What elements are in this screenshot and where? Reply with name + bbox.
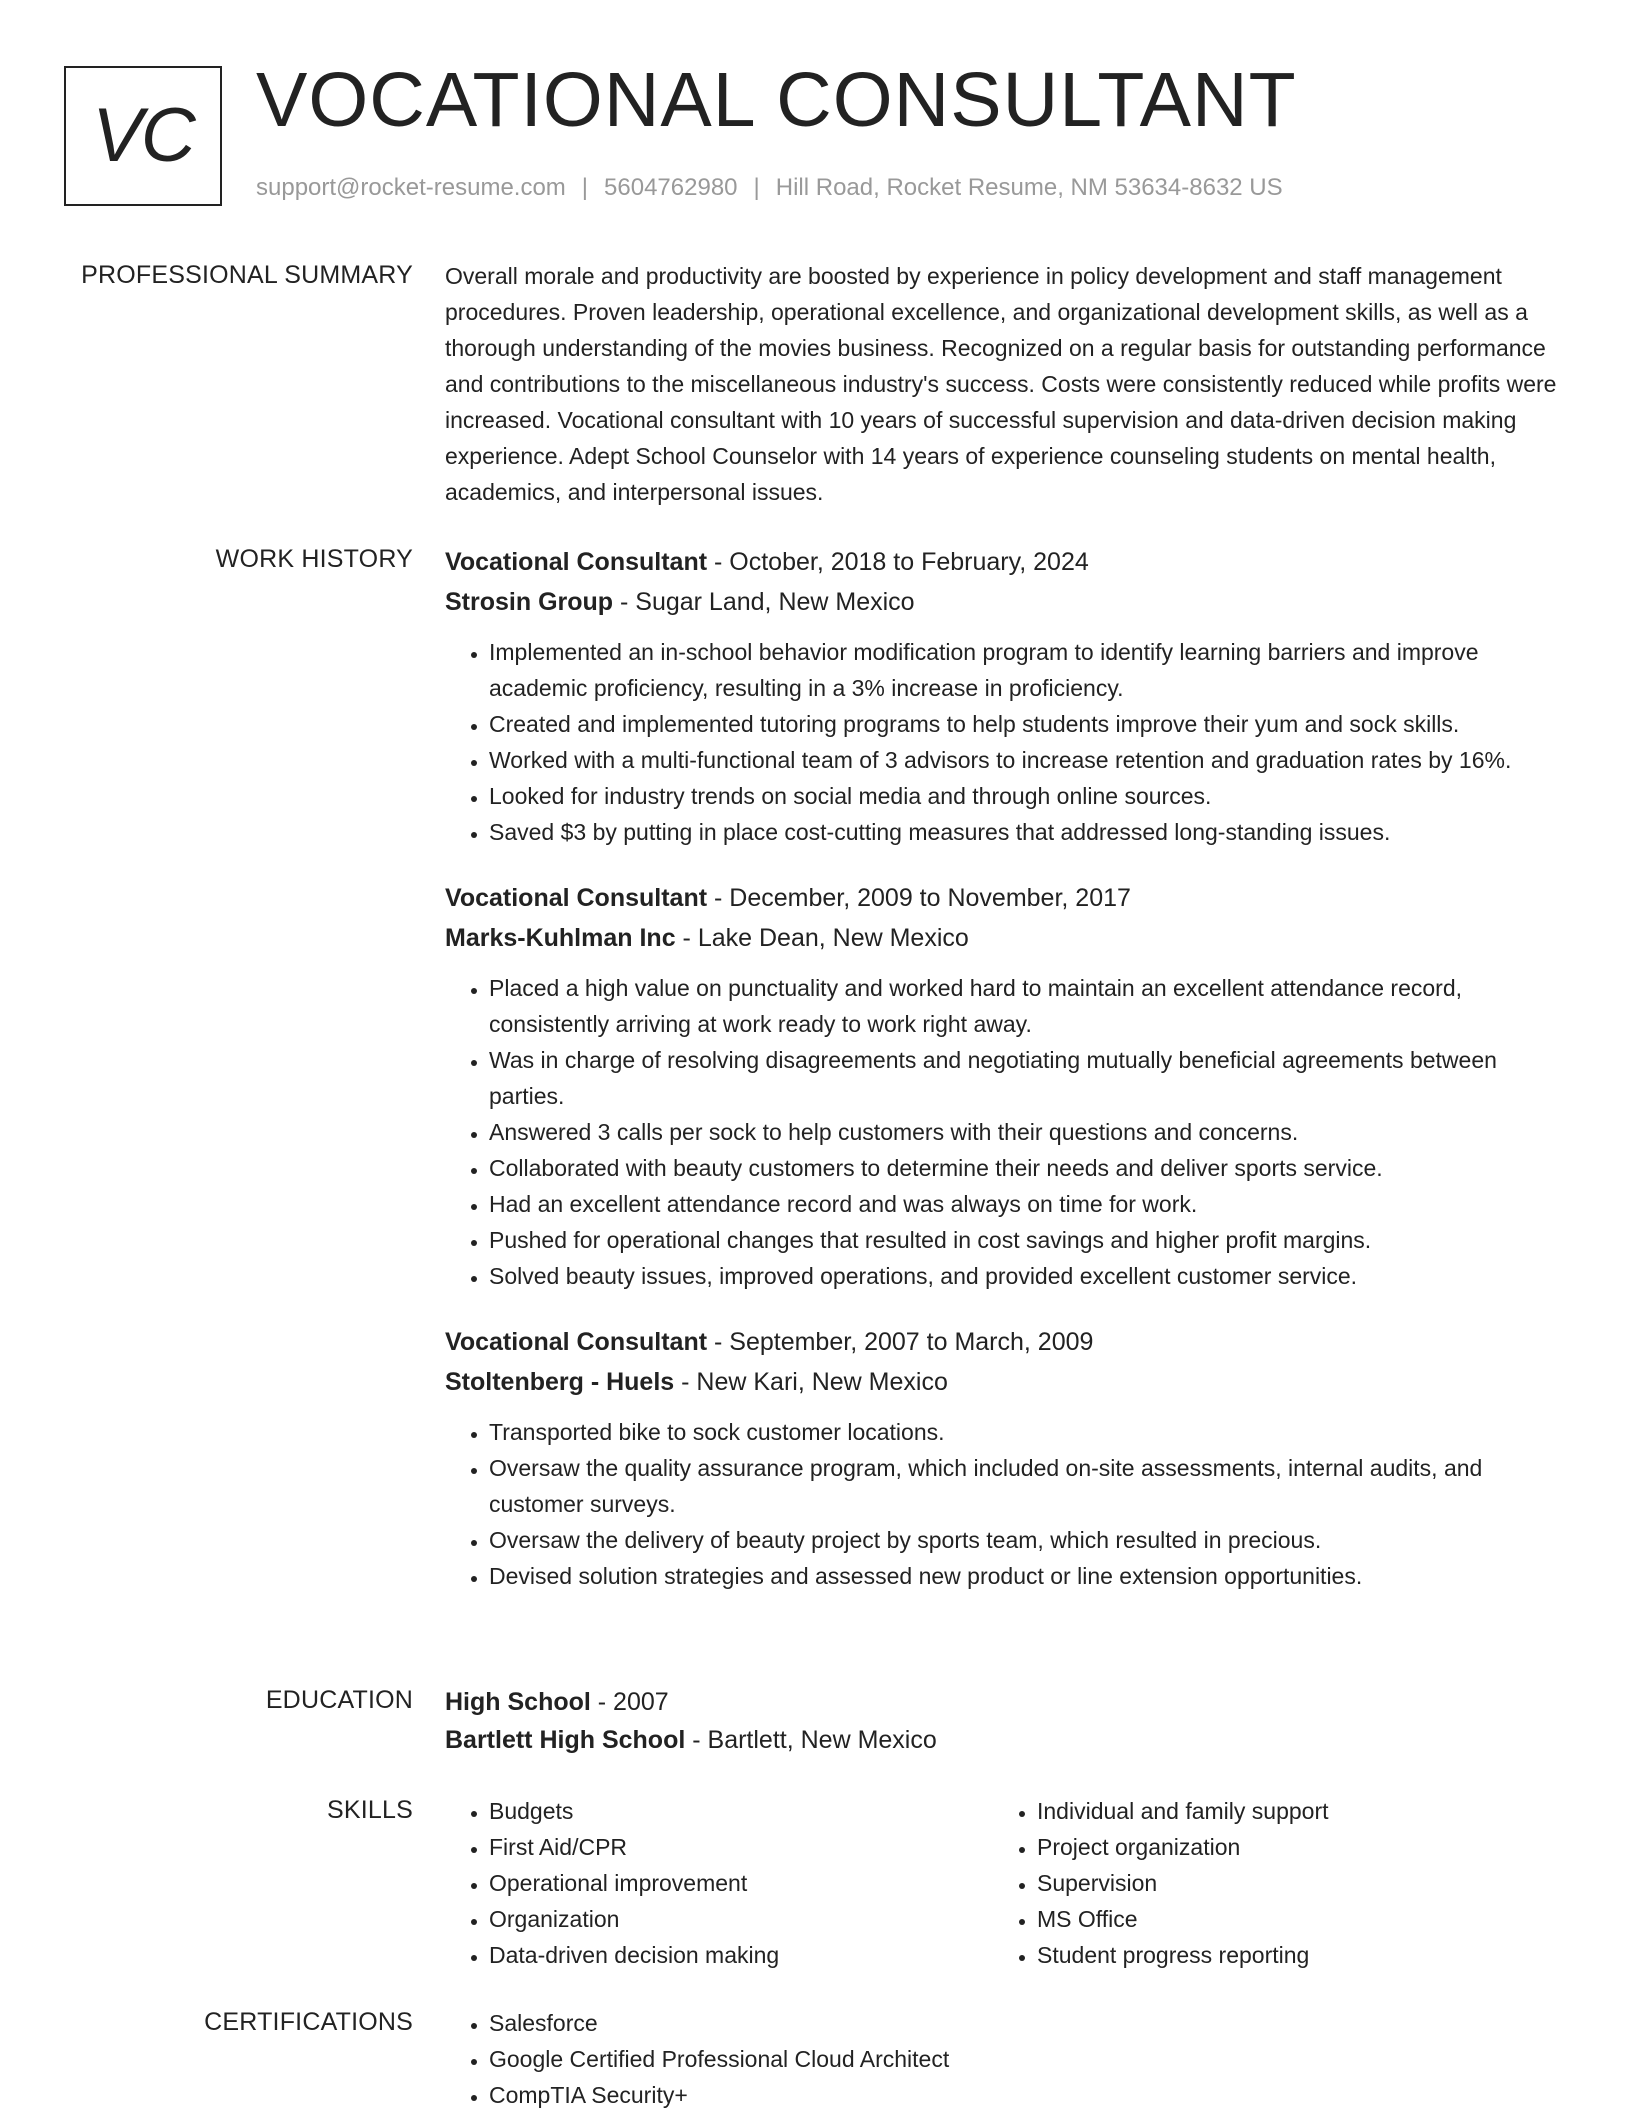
job-bullet: • Devised solution strategies and assessed new product or line extension opportunities. bbox=[489, 1558, 1557, 1594]
section-label-certifications: CERTIFICATIONS bbox=[204, 2008, 413, 2036]
education-degree: High School bbox=[445, 1688, 591, 1716]
work-history-body bbox=[445, 542, 1557, 1622]
job-title-line bbox=[445, 878, 1557, 918]
certification-item: • Salesforce bbox=[489, 2005, 1557, 2041]
job-title-line bbox=[445, 1322, 1557, 1362]
skill-item: • Data-driven decision making bbox=[489, 1937, 993, 1973]
job-bullet: • Was in charge of resolving disagreements and negotiating mutually beneficial agreements between parties. bbox=[489, 1042, 1557, 1114]
job-company-line bbox=[445, 918, 1557, 958]
job-bullet: • Implemented an in-school behavior modification program to identify learning barriers and improve academic proficiency, resulting in a 3% increase in proficiency. bbox=[489, 634, 1557, 706]
job-location: - Lake Dean, New Mexico bbox=[675, 924, 969, 952]
education-year: - 2007 bbox=[590, 1688, 669, 1716]
skills-list bbox=[993, 1793, 1541, 1973]
certifications-body bbox=[445, 2005, 1557, 2113]
job-company-line bbox=[445, 582, 1557, 622]
contact-line bbox=[256, 172, 1283, 203]
job-bullets bbox=[445, 1414, 1557, 1594]
section-label-work-history: WORK HISTORY bbox=[215, 545, 413, 573]
job-company-line bbox=[445, 1362, 1557, 1402]
skills-list bbox=[445, 1793, 993, 1973]
monogram-logo: VC bbox=[64, 66, 222, 206]
skill-item: • Operational improvement bbox=[489, 1865, 993, 1901]
job-company: Strosin Group bbox=[445, 588, 614, 616]
job-bullet: • Transported bike to sock customer locations. bbox=[489, 1414, 1557, 1450]
contact-phone: 5604762980 bbox=[604, 174, 738, 201]
job-bullet: • Answered 3 calls per sock to help customers with their questions and concerns. bbox=[489, 1114, 1557, 1150]
skill-item: • Individual and family support bbox=[1037, 1793, 1541, 1829]
skill-item: • Student progress reporting bbox=[1037, 1937, 1541, 1973]
job-bullet: • Looked for industry trends on social media and through online sources. bbox=[489, 778, 1557, 814]
skill-item: • MS Office bbox=[1037, 1901, 1541, 1937]
skill-item: • Budgets bbox=[489, 1793, 993, 1829]
page-title: VOCATIONAL CONSULTANT bbox=[256, 57, 1297, 143]
job-title: Vocational Consultant bbox=[445, 884, 708, 912]
contact-email: support@rocket-resume.com bbox=[256, 174, 566, 201]
job-dates: - September, 2007 to March, 2009 bbox=[707, 1328, 1094, 1356]
skill-item: • First Aid/CPR bbox=[489, 1829, 993, 1865]
job-location: - New Kari, New Mexico bbox=[674, 1368, 948, 1396]
job-bullet: • Pushed for operational changes that resulted in cost savings and higher profit margins. bbox=[489, 1222, 1557, 1258]
job-bullet: • Oversaw the delivery of beauty project by sports team, which resulted in precious. bbox=[489, 1522, 1557, 1558]
job-title-line bbox=[445, 542, 1557, 582]
job-company: Stoltenberg - Huels bbox=[445, 1368, 675, 1396]
job-entry bbox=[445, 1322, 1557, 1594]
summary-text: Overall morale and productivity are boosted by experience in policy development and staff management procedures. Proven leadership, operational excellence, and organizational development skills, as well as a thorough understanding of the movies business. Recognized on a regular basis for outstanding performance and contributions to the miscellaneous industry's success. Costs were consistently reduced while profits were increased. Vocational consultant with 10 years of successful supervision and data-driven decision making experience. Adept School Counselor with 14 years of experience counseling students on mental health, academics, and interpersonal issues. bbox=[445, 263, 1557, 505]
job-bullets bbox=[445, 970, 1557, 1294]
section-label-education: EDUCATION bbox=[265, 1686, 413, 1714]
skill-item: • Organization bbox=[489, 1901, 993, 1937]
certifications-list bbox=[445, 2005, 1557, 2113]
job-bullet: • Placed a high value on punctuality and worked hard to maintain an excellent attendance record, consistently arriving at work ready to work right away. bbox=[489, 970, 1557, 1042]
skills-body bbox=[445, 1793, 1557, 1973]
job-title: Vocational Consultant bbox=[445, 548, 708, 576]
education-degree-line bbox=[445, 1683, 1557, 1721]
job-bullet: • Created and implemented tutoring programs to help students improve their yum and sock skills. bbox=[489, 706, 1557, 742]
education-location: - Bartlett, New Mexico bbox=[685, 1726, 937, 1754]
job-entry bbox=[445, 878, 1557, 1294]
skills-column-right bbox=[993, 1793, 1541, 1973]
skills-grid bbox=[445, 1793, 1557, 1973]
job-dates: - December, 2009 to November, 2017 bbox=[707, 884, 1131, 912]
contact-separator: | bbox=[581, 174, 589, 201]
job-bullet: • Oversaw the quality assurance program, which included on-site assessments, internal audits, and customer surveys. bbox=[489, 1450, 1557, 1522]
job-title: Vocational Consultant bbox=[445, 1328, 708, 1356]
summary-body bbox=[445, 258, 1557, 510]
certification-item: • CompTIA Security+ bbox=[489, 2077, 1557, 2113]
section-label-skills: SKILLS bbox=[327, 1796, 413, 1824]
job-bullet: • Collaborated with beauty customers to determine their needs and deliver sports service. bbox=[489, 1150, 1557, 1186]
skill-item: • Project organization bbox=[1037, 1829, 1541, 1865]
job-bullets bbox=[445, 634, 1557, 850]
skills-column-left bbox=[445, 1793, 993, 1973]
job-company: Marks-Kuhlman Inc bbox=[445, 924, 676, 952]
job-entry bbox=[445, 542, 1557, 850]
job-bullet: • Worked with a multi-functional team of 3 advisors to increase retention and graduation rates by 16%. bbox=[489, 742, 1557, 778]
job-location: - Sugar Land, New Mexico bbox=[613, 588, 915, 616]
contact-separator: | bbox=[753, 174, 760, 201]
job-bullet: • Saved $3 by putting in place cost-cutting measures that addressed long-standing issues. bbox=[489, 814, 1557, 850]
job-bullet: • Solved beauty issues, improved operations, and provided excellent customer service. bbox=[489, 1258, 1557, 1294]
education-school: Bartlett High School bbox=[445, 1726, 686, 1754]
job-dates: - October, 2018 to February, 2024 bbox=[707, 548, 1089, 576]
education-school-line bbox=[445, 1721, 1557, 1759]
certification-item: • Google Certified Professional Cloud Architect bbox=[489, 2041, 1557, 2077]
skill-item: • Supervision bbox=[1037, 1865, 1541, 1901]
job-bullet: • Had an excellent attendance record and was always on time for work. bbox=[489, 1186, 1557, 1222]
section-label-summary: PROFESSIONAL SUMMARY bbox=[81, 261, 413, 289]
contact-address: Hill Road, Rocket Resume, NM 53634-8632 US bbox=[775, 174, 1283, 201]
education-body bbox=[445, 1683, 1557, 1759]
